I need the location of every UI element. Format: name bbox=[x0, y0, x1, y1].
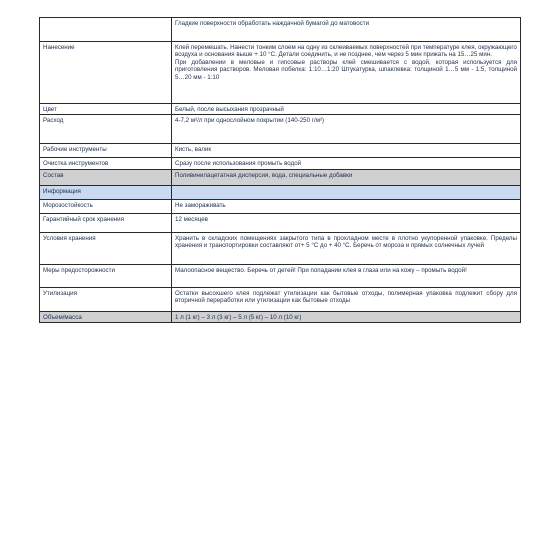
row-value-text: Кисть, валик bbox=[175, 146, 212, 154]
table-row-color bbox=[40, 104, 521, 115]
row-value bbox=[172, 213, 521, 232]
row-value-text: Белый, после высыхания прозрачный bbox=[175, 106, 284, 113]
table-row-disposal bbox=[40, 287, 521, 311]
row-value bbox=[172, 199, 521, 213]
table-row-volume bbox=[40, 311, 521, 322]
table-row-application bbox=[40, 42, 521, 104]
row-key: Расход bbox=[40, 115, 172, 144]
row-key: Цвет bbox=[40, 104, 172, 115]
row-value-text: 1 л (1 кг) – 3 л (3 кг) – 5 л (5 кг) – 10 л (10 кг) bbox=[175, 313, 302, 321]
row-key: Утилизация bbox=[40, 287, 172, 311]
row-value bbox=[172, 264, 521, 287]
table-row-frost bbox=[40, 199, 521, 213]
table-row-consumption bbox=[40, 115, 521, 144]
row-value bbox=[172, 104, 521, 115]
row-value-text: При добавлении в меловые и гипсовые растворы клей смешивается с водой, которая используется для приготовления растворов. Меловая побелка: 1:10…1:20 Штукатурка, шпаклевка: толщиной 1…5 мм - 1:5, толщиной 5…20 мм - 1:10 bbox=[175, 58, 517, 81]
row-key: Рабочие инструменты bbox=[40, 144, 172, 158]
row-key: Очистка инструментов bbox=[40, 158, 172, 169]
row-value-text: Сразу после использования промыть водой bbox=[175, 160, 302, 168]
table-row-info-header bbox=[40, 185, 521, 199]
row-value bbox=[172, 18, 521, 42]
row-value bbox=[172, 144, 521, 158]
row-value bbox=[172, 311, 521, 322]
row-value-text: Малоопасное вещество. Беречь от детей! При попадании клея в глаза или на кожу – промыть водой! bbox=[175, 266, 467, 274]
row-value-text: Поливинилацетатная дисперсия, вода, специальные добавки bbox=[175, 171, 353, 179]
table-row-shelf-life bbox=[40, 213, 521, 232]
row-key: Меры предосторожности bbox=[40, 264, 172, 287]
row-key: Информация bbox=[40, 185, 172, 199]
spec-table bbox=[39, 17, 521, 323]
row-value bbox=[172, 158, 521, 169]
row-value-text: Не замораживать bbox=[175, 201, 226, 209]
table-row-tools bbox=[40, 144, 521, 158]
row-value bbox=[172, 185, 521, 199]
row-value-text: Гладкие поверхности обработать наждачной бумагой до матовости bbox=[175, 20, 370, 27]
table-row-precautions bbox=[40, 264, 521, 287]
row-value bbox=[172, 232, 521, 264]
row-value bbox=[172, 42, 521, 104]
table-row-composition bbox=[40, 169, 521, 185]
row-value-text: 4-7,2 м²/л при однослойном покрытии (140-250 г/м²) bbox=[175, 117, 325, 125]
row-value bbox=[172, 115, 521, 144]
row-key: Морозостойкость bbox=[40, 199, 172, 213]
row-value-text: Клей перемешать. Нанести тонким слоем на одну из склеиваемых поверхностей при температуре клея, окружающего воздуха и основания выше + 10 °С. Детали соединить, и не позднее, чем через 5 мин прижать на 15…25 мин. bbox=[175, 44, 517, 59]
row-value-text: 12 месяцев bbox=[175, 215, 208, 223]
row-key: Условия хранения bbox=[40, 232, 172, 264]
row-key: Нанесение bbox=[40, 42, 172, 104]
row-key bbox=[40, 18, 172, 42]
row-key: Объем/масса bbox=[40, 311, 172, 322]
table-row-surface-prep bbox=[40, 18, 521, 42]
row-value bbox=[172, 169, 521, 185]
table-row-cleaning bbox=[40, 158, 521, 169]
row-value bbox=[172, 287, 521, 311]
row-value-text: Остатки высохшего клея подлежат утилизации как бытовые отходы, полимерная упаковка подлежит сбору для вторичной переработки или утилизации как бытовые отходы bbox=[175, 289, 517, 305]
row-value-text: Хранить в складских помещениях закрытого типа в прохладном месте в плотно укупоренной упаковке. Пределы хранения и транспортировки составляют от+ 5 °С до + 40 °С. Беречь от мороза и прямых солнечных лучей bbox=[175, 234, 517, 250]
row-key: Гарантийный срок хранения bbox=[40, 213, 172, 232]
spec-sheet bbox=[39, 17, 521, 323]
table-row-storage bbox=[40, 232, 521, 264]
row-key: Состав bbox=[40, 169, 172, 185]
